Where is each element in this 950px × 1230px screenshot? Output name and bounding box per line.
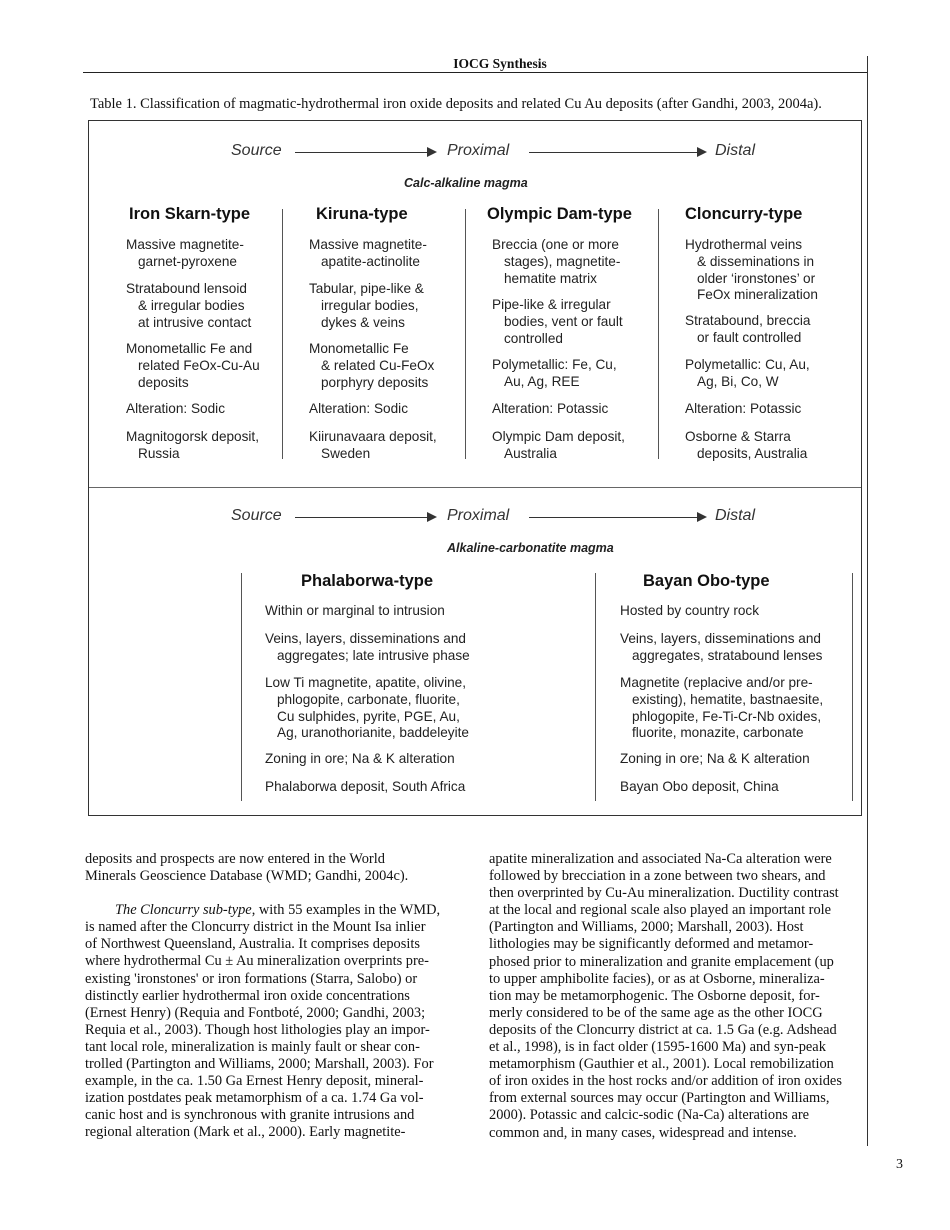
- olympic-metal: Polymetallic: Fe, Cu, Au, Ag, REE: [492, 357, 617, 389]
- body-line: from external sources may occur (Partington and Williams,: [489, 1090, 830, 1107]
- olympic-alteration: Alteration: Potassic: [492, 401, 609, 416]
- body-line: distinctly earlier hydrothermal iron oxide concentrations: [85, 987, 410, 1004]
- body-line: Minerals Geoscience Database (WMD; Gandhi, 2004c).: [85, 868, 409, 885]
- body-line: 2000). Potassic and calcic-sodic (Na-Ca) alterations are: [489, 1107, 810, 1124]
- flow-top-arrow-1: [295, 152, 435, 153]
- body-left-column: [85, 851, 475, 1142]
- body-line: to upper amphibolite facies), or as at Osborne, mineraliza-: [489, 970, 825, 987]
- flow-top-source: Source: [231, 142, 282, 159]
- body-line: merly considered to be of the same age as the other IOCG: [489, 1004, 823, 1021]
- bayan-obo-setting: Hosted by country rock: [620, 603, 760, 618]
- separator-1: [282, 209, 283, 459]
- body-right-column: [489, 851, 867, 1142]
- kiruna-ore: Massive magnetite- apatite-actinolite: [309, 237, 427, 269]
- body-line: is named after the Cloncurry district in the Mount Isa inlier: [85, 919, 426, 936]
- cloncurry-example: Osborne & Starra deposits, Australia: [685, 429, 808, 461]
- flow-top-distal: Distal: [715, 142, 756, 159]
- body-line: tant local role, mineralization is mainly fault or shear con-: [85, 1038, 420, 1055]
- body-line: canic host and is synchronous with granite intrusions and: [85, 1107, 415, 1124]
- body-line: (Partington and Williams, 2000; Marshall, 2003). Host: [489, 919, 804, 936]
- body-line: ization postdates peak metamorphism of a ca. 1.74 Ga vol-: [85, 1090, 424, 1107]
- kiruna-alteration: Alteration: Sodic: [309, 401, 408, 416]
- iron-skarn-example: Magnitogorsk deposit, Russia: [126, 429, 259, 461]
- phalaborwa-alteration: Zoning in ore; Na & K alteration: [265, 751, 455, 766]
- body-line: followed by brecciation in a zone between two shears, and: [489, 868, 826, 885]
- body-line: apatite mineralization and associated Na-Ca alteration were: [489, 851, 832, 867]
- body-line: regional alteration (Mark et al., 2000). Early magnetite-: [85, 1124, 406, 1141]
- iron-skarn-metal: Monometallic Fe and related FeOx-Cu-Au deposits: [126, 341, 260, 390]
- body-line: Requia et al., 2003). Though host lithologies play an impor-: [85, 1021, 430, 1038]
- figure-divider: [89, 487, 861, 488]
- bayan-obo-example: Bayan Obo deposit, China: [620, 779, 779, 794]
- flow-top-proximal: Proximal: [447, 142, 510, 159]
- flow-top-arrow-2: [529, 152, 705, 153]
- bayan-obo-alteration: Zoning in ore; Na & K alteration: [620, 751, 810, 766]
- separator-5: [595, 573, 596, 801]
- running-header: IOCG Synthesis: [453, 56, 547, 71]
- olympic-example: Olympic Dam deposit, Australia: [492, 429, 625, 461]
- body-line: (Ernest Henry) (Requia and Fontboté, 2000; Gandhi, 2003;: [85, 1004, 426, 1021]
- body-line: deposits and prospects are now entered in the World: [85, 851, 385, 867]
- cloncurry-metal: Polymetallic: Cu, Au, Ag, Bi, Co, W: [685, 357, 810, 389]
- phalaborwa-example: Phalaborwa deposit, South Africa: [265, 779, 466, 794]
- flow-bottom-source: Source: [231, 507, 282, 524]
- olympic-form: Pipe-like & irregular bodies, vent or fault controlled: [492, 297, 623, 346]
- separator-2: [465, 209, 466, 459]
- body-line: example, in the ca. 1.50 Ga Ernest Henry deposit, mineral-: [85, 1073, 424, 1090]
- heading-iron-skarn: Iron Skarn-type: [129, 205, 251, 223]
- body-line: trolled (Partington and Williams, 2000; Marshall, 2003). For: [85, 1056, 434, 1073]
- phalaborwa-form: Veins, layers, disseminations and aggregates; late intrusive phase: [265, 631, 470, 663]
- body-line: of Northwest Queensland, Australia. It comprises deposits: [85, 936, 420, 953]
- heading-cloncurry: Cloncurry-type: [685, 205, 803, 223]
- kiruna-example: Kiirunavaara deposit, Sweden: [309, 429, 437, 461]
- body-paragraph-start: The Cloncurry sub-type, with 55 examples in the WMD,: [115, 902, 441, 919]
- kiruna-form: Tabular, pipe-like & irregular bodies, dykes & veins: [309, 281, 424, 330]
- phalaborwa-setting: Within or marginal to intrusion: [265, 603, 445, 618]
- body-line: where hydrothermal Cu ± Au mineralization overprints pre-: [85, 953, 429, 970]
- flow-bottom-distal: Distal: [715, 507, 756, 524]
- body-line: of iron oxides in the host rocks and/or addition of iron oxides: [489, 1073, 842, 1090]
- iron-skarn-alteration: Alteration: Sodic: [126, 401, 225, 416]
- cloncurry-alteration: Alteration: Potassic: [685, 401, 802, 416]
- flow-bottom-arrow-1: [295, 517, 435, 518]
- flow-bottom-proximal: Proximal: [447, 507, 510, 524]
- subtype-term: The Cloncurry sub-type: [115, 902, 252, 919]
- heading-kiruna: Kiruna-type: [316, 205, 408, 223]
- magma-bottom-label: Alkaline-carbonatite magma: [447, 541, 614, 555]
- header-rule: [83, 72, 867, 73]
- body-line: et al., 1998), is in fact older (1595-1600 Ma) and syn-peak: [489, 1039, 826, 1056]
- body-line: metamorphism (Gauthier et al., 2001). Local remobilization: [489, 1056, 834, 1073]
- body-line: tion may be metamorphogenic. The Osborne deposit, for-: [489, 987, 820, 1004]
- magma-top-label: Calc-alkaline magma: [404, 176, 528, 190]
- body-line: then overprinted by Cu-Au mineralization. Ductility contrast: [489, 885, 839, 902]
- body-line: existing 'ironstones' or iron formations (Starra, Salobo) or: [85, 970, 418, 987]
- page-number: 3: [896, 1157, 903, 1172]
- bayan-obo-minerals: Magnetite (replacive and/or pre- existing), hematite, bastnaesite, phlogopite, Fe-Ti-Cr-Nb oxides, fluorite, monazite, carbonate: [620, 675, 824, 741]
- separator-4: [241, 573, 242, 801]
- body-line: phosed prior to mineralization and granite emplacement (up: [489, 953, 834, 970]
- body-line: at the local and regional scale also played an important role: [489, 902, 832, 919]
- iron-skarn-ore: Massive magnetite- garnet-pyroxene: [126, 237, 244, 269]
- cloncurry-ore: Hydrothermal veins & disseminations in older ‘ironstones’ or FeOx mineralization: [685, 237, 818, 303]
- iron-skarn-form: Stratabound lensoid & irregular bodies at intrusive contact: [126, 281, 252, 330]
- kiruna-metal: Monometallic Fe & related Cu-FeOx porphyry deposits: [309, 341, 435, 390]
- heading-bayan-obo: Bayan Obo-type: [643, 572, 770, 590]
- classification-figure: [88, 120, 862, 816]
- heading-phalaborwa: Phalaborwa-type: [301, 572, 434, 590]
- cloncurry-form: Stratabound, breccia or fault controlled: [685, 313, 811, 345]
- separator-6: [852, 573, 853, 801]
- phalaborwa-minerals: Low Ti magnetite, apatite, olivine, phlogopite, carbonate, fluorite, Cu sulphides, pyrite, PGE, Au, Ag, uranothorianite, baddeleyite: [265, 675, 469, 741]
- body-line: lithologies may be significantly deformed and metamor-: [489, 936, 814, 953]
- right-margin-rule: [867, 56, 868, 1146]
- body-line: common and, in many cases, widespread and intense.: [489, 1124, 797, 1141]
- bayan-obo-form: Veins, layers, disseminations and aggregates, stratabound lenses: [620, 631, 823, 663]
- separator-3: [658, 209, 659, 459]
- body-line: deposits of the Cloncurry district at ca. 1.5 Ga (e.g. Adshead: [489, 1021, 837, 1038]
- olympic-ore: Breccia (one or more stages), magnetite- hematite matrix: [492, 237, 621, 286]
- flow-bottom-arrow-2: [529, 517, 705, 518]
- heading-olympic-dam: Olympic Dam-type: [487, 205, 632, 223]
- table-caption: Table 1. Classification of magmatic-hydrothermal iron oxide deposits and related Cu Au deposits (after Gandhi, 2003, 2004a).: [90, 96, 822, 112]
